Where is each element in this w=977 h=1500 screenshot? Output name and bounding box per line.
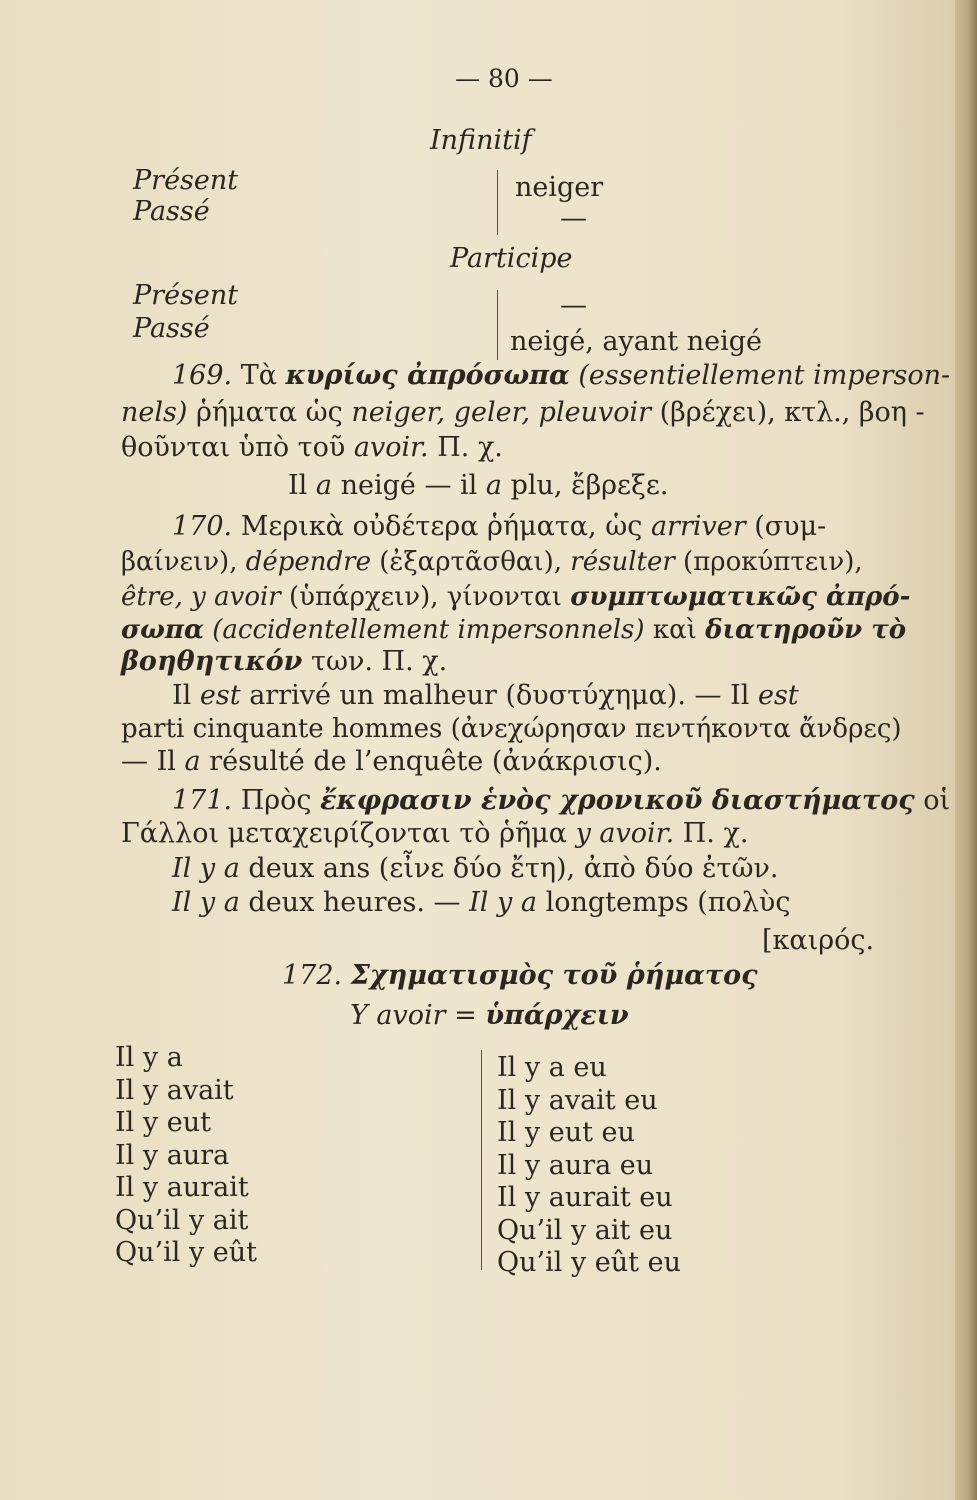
p171-line3: Il y a deux ans (εἶνε δύο ἔτη), ἀπὸ δύο ἐτῶν. [172,853,779,884]
p171-number: 171. [172,785,233,816]
conjugation-left-row: Il y eut [115,1107,211,1138]
p172-heading [282,960,758,992]
conjugation-right-row: Il y avait eu [497,1084,658,1116]
p169-line1: 169. Τὰ κυρίως ἀπρόσωπα (essentiellement imperson- [172,360,951,391]
p171-line2: Γάλλοι μεταχειρίζονται τὸ ῥῆμα y avoir. Π. χ. [121,818,749,849]
conjugation-right-row: Il y a eu [497,1052,607,1083]
infinitif-heading: Infinitif [430,125,532,156]
conjugation-right-column [497,1052,681,1280]
p172-number: 172. [282,960,343,991]
conjugation-left-row: Il y aura [115,1139,230,1171]
conjugation-left-row: Qu’il y eût [115,1237,258,1268]
conjugation-right-row: Il y aura eu [497,1149,654,1181]
conjugation-right-row: Qu’il y ait eu [497,1214,673,1246]
infinitif-divider [497,170,498,235]
page-number: — 80 — [455,64,553,93]
conjugation-left-row: Qu’il y ait [115,1204,249,1236]
participe-passe-value: neigé, ayant neigé [510,326,762,357]
conjugation-left-row: Il y aurait [115,1172,249,1203]
p171-line5: [καιρός. [762,925,875,956]
p170-line5: βοηθητικόν των. Π. χ. [121,646,448,677]
p170-line7: parti cinquante hommes (ἀνεχώρησαν πεντήκοντα ἄνδρες) [121,714,902,744]
conjugation-left-row: Il y a [115,1042,183,1073]
p169-line3: θοῦνται ὑπὸ τοῦ avoir. Π. χ. [121,432,503,463]
conjugation-left-row: Il y avait [115,1074,234,1106]
p171-line1: 171. Πρὸς ἔκφρασιν ἑνὸς χρονικοῦ διαστήματος οἱ [172,785,951,816]
conjugation-right-row: Il y aurait eu [497,1182,673,1213]
p170-line8: — Il a résulté de l’enquête (ἀνάκρισις). [121,746,662,777]
participe-passe-label: Passé [133,313,210,344]
participe-present-label: Présent [133,280,239,311]
infinitif-present-value: neiger [515,172,604,203]
infinitif-passe-value: — [560,203,587,234]
p170-line3: être, y avoir (ὑπάρχειν), γίνονται συμπτωματικῶς ἀπρό- [121,582,911,612]
participe-heading: Participe [450,243,573,274]
p170-line1: 170. Μερικὰ οὐδέτερα ῥήματα, ὡς arriver (συμ- [172,511,827,542]
page-edge [955,0,977,1500]
infinitif-passe-label: Passé [133,196,210,227]
conjugation-divider [481,1050,482,1270]
participe-present-value: — [560,290,587,321]
p171-line4: Il y a deux heures. — Il y a longtemps (πολὺς [172,887,791,918]
infinitif-present-label: Présent [133,165,239,196]
conjugation-right-row: Qu’il y eût eu [497,1247,681,1278]
p169-number: 169. [172,360,233,391]
conjugation-left-column [115,1042,257,1270]
p170-line4: σωπα (accidentellement impersonnels) καὶ διατηροῦν τὸ [121,615,907,645]
p169-line2: nels) ῥήματα ὡς neiger, geler, pleuvoir (βρέχει), κτλ., βοη - [121,397,925,428]
p169-example: Il a neigé — il a plu, ἔβρεξε. [288,470,669,501]
p172-title: Σχηματισμὸς τοῦ ῥήματος [350,960,758,991]
p170-line2: βαίνειν), dépendre (ἐξαρτᾶσθαι), résulter (προκύπτειν), [121,547,863,577]
p170-number: 170. [172,511,233,542]
p170-line6: Il est arrivé un malheur (δυστύχημα). — Il est [172,680,799,711]
participe-divider [497,290,498,360]
p172-subtitle: Y avoir = ὑπάρχειν [350,1000,629,1031]
conjugation-right-row: Il y eut eu [497,1117,635,1148]
